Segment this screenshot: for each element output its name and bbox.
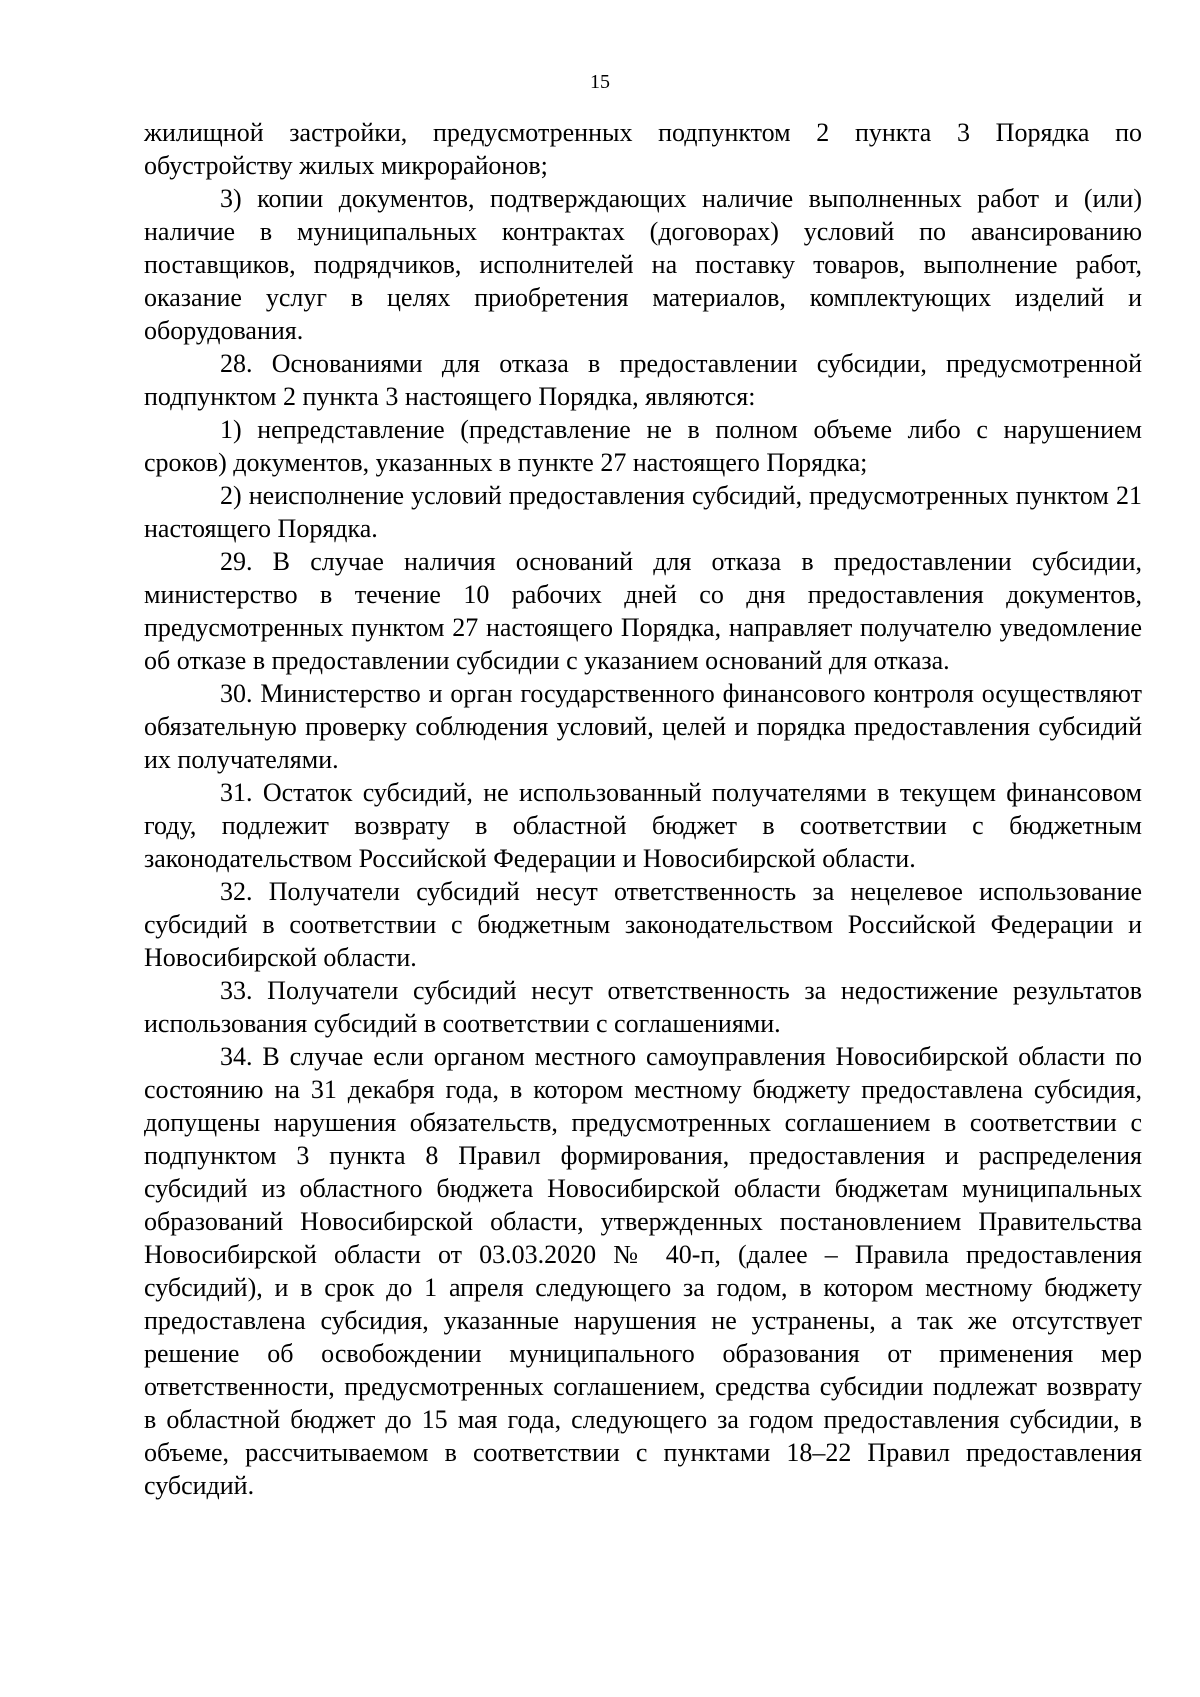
- paragraph-34: 34. В случае если органом местного самоуправления Новосибирской области по состоянию на 31 декабря года, в котором местному бюджету предоставлена субсидия, допущены нарушения обязательств, предусмотренных соглашением в соответствии с подпунктом 3 пункта 8 Правил формирования, предоставления и распределения субсидий из областного бюджета Новосибирской области бюджетам муниципальных образований Новосибирской области, утвержденных постановлением Правительства Новосибирской области от 03.03.2020 № 40-п, (далее – Правила предоставления субсидий), и в срок до 1 апреля следующего за годом, в котором местному бюджету предоставлена субсидия, указанные нарушения не устранены, а так же отсутствует решение об освобождении муниципального образования от применения мер ответственности, предусмотренных соглашением, средства субсидии подлежат возврату в областной бюджет до 15 мая года, следующего за годом предоставления субсидии, в объеме, рассчитываемом в соответствии с пунктами 18–22 Правил предоставления субсидий.: [144, 1042, 1142, 1500]
- paragraph-28: 28. Основаниями для отказа в предоставлении субсидии, предусмотренной подпунктом 2 пункта 3 настоящего Порядка, являются:: [144, 349, 1142, 411]
- paragraph-33: 33. Получатели субсидий несут ответственность за недостижение результатов использования субсидий в соответствии с соглашениями.: [144, 976, 1142, 1038]
- paragraph-29: 29. В случае наличия оснований для отказа в предоставлении субсидии, министерство в течение 10 рабочих дней со дня предоставления документов, предусмотренных пунктом 27 настоящего Порядка, направляет получателю уведомление об отказе в предоставлении субсидии с указанием оснований для отказа.: [144, 547, 1142, 675]
- paragraph-28-item-2: 2) неисполнение условий предоставления субсидий, предусмотренных пунктом 21 настоящего Порядка.: [144, 481, 1142, 543]
- paragraph-31: 31. Остаток субсидий, не использованный получателями в текущем финансовом году, подлежит возврату в областной бюджет в соответствии с бюджетным законодательством Российской Федерации и Новосибирской области.: [144, 778, 1142, 873]
- paragraph-28-item-1: 1) непредставление (представление не в полном объеме либо с нарушением сроков) документов, указанных в пункте 27 настоящего Порядка;: [144, 415, 1142, 477]
- document-body: [144, 116, 1142, 1502]
- paragraph-30: 30. Министерство и орган государственного финансового контроля осуществляют обязательную проверку соблюдения условий, целей и порядка предоставления субсидий их получателями.: [144, 679, 1142, 774]
- paragraph-item-3: 3) копии документов, подтверждающих наличие выполненных работ и (или) наличие в муниципальных контрактах (договорах) условий по авансированию поставщиков, подрядчиков, исполнителей на поставку товаров, выполнение работ, оказание услуг в целях приобретения материалов, комплектующих изделий и оборудования.: [144, 184, 1142, 345]
- paragraph-continuation: жилищной застройки, предусмотренных подпунктом 2 пункта 3 Порядка по обустройству жилых микрорайонов;: [144, 118, 1142, 180]
- page-number: 15: [590, 71, 610, 93]
- paragraph-32: 32. Получатели субсидий несут ответственность за нецелевое использование субсидий в соответствии с бюджетным законодательством Российской Федерации и Новосибирской области.: [144, 877, 1142, 972]
